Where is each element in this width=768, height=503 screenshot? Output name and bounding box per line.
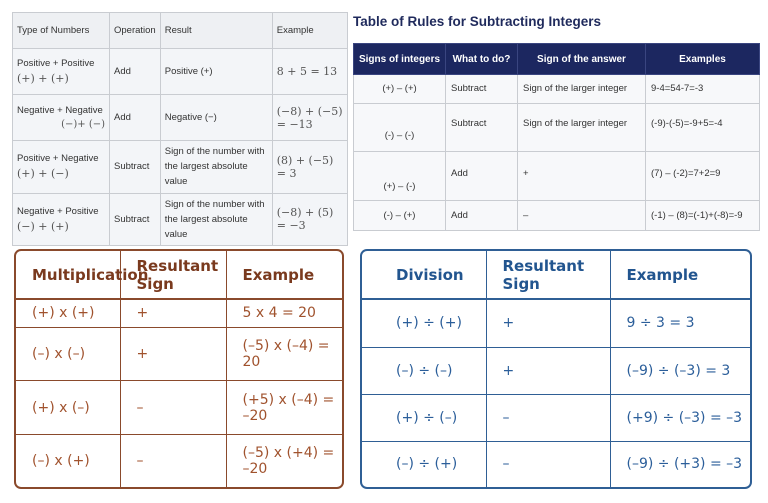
sign-cell: – [486,441,610,487]
operation-cell: Subtract [110,193,161,246]
table-header-row [362,251,750,299]
column-header: Example [610,251,750,299]
example-cell: (–9) ÷ (+3) = –3 [610,441,750,487]
table-row [354,201,760,231]
sign-cell: + [486,347,610,394]
answer-sign-cell: – [518,201,646,231]
column-header: Multiplication [16,251,120,299]
table-row [13,49,348,95]
table-row [16,327,342,380]
result-cell: Sign of the number with the largest absolute value [160,193,272,246]
signs-cell: (-) – (-) [354,103,446,152]
operation-cell: (+) x (–) [16,381,120,434]
type-math: (−)+ (−) [61,119,105,130]
type-cell [13,49,110,95]
table-header-row [16,251,342,299]
type-math: (−) + (+) [17,219,69,233]
answer-sign-cell: + [518,152,646,201]
table-row [362,441,750,487]
example-cell: 5 x 4 = 20 [242,305,316,322]
example-cell: 9 ÷ 3 = 3 [626,315,695,332]
example-cell: (–5) x (–4) = 20 [226,327,342,380]
subtraction-rules-table [353,43,760,231]
operation-cell: (+) ÷ (+) [362,299,486,347]
sign-cell: – [486,394,610,441]
operation-cell: (–) ÷ (+) [362,441,486,487]
type-label: Positive + Negative [17,153,99,165]
type-cell [13,95,110,141]
operation-cell: (–) x (+) [16,434,120,487]
type-label: Negative + Negative [17,105,103,116]
sign-cell: + [120,299,226,327]
division-rules-card [360,249,752,489]
table-row [354,152,760,201]
operation-cell: (+) x (+) [16,299,120,327]
table-row [13,193,348,246]
addition-rules-table [12,12,348,246]
table-row [354,75,760,104]
multiplication-rules-table [16,251,342,487]
column-header: Result [160,13,272,49]
example-cell: 8 + 5 = 13 [272,49,347,95]
operation-cell: Add [110,49,161,95]
sign-cell: + [120,327,226,380]
answer-sign-cell: Sign of the larger integer [518,75,646,104]
table-header-row [13,13,348,49]
column-header: Type of Numbers [13,13,110,49]
signs-cell: (-) – (+) [354,201,446,231]
table-row [16,299,342,327]
operation-cell: (+) ÷ (–) [362,394,486,441]
operation-cell: Subtract [110,141,161,194]
sign-cell: – [120,381,226,434]
sign-cell: + [486,299,610,347]
column-header: Example [226,251,342,299]
type-math: (+) + (+) [17,72,69,85]
table-row [16,381,342,434]
column-header: What to do? [446,44,518,75]
answer-sign-cell: Sign of the larger integer [518,103,646,152]
column-header: Resultant Sign [120,251,226,299]
example-cell: (-1) – (8)=(-1)+(-8)=-9 [646,201,760,231]
example-cell: (8) + (−5) = 3 [272,141,347,194]
table-row [362,394,750,441]
division-rules-table [362,251,750,487]
operation-cell: (–) x (–) [16,327,120,380]
signs-cell: (+) – (+) [354,75,446,104]
table-row [13,95,348,141]
table-row [16,434,342,487]
column-header: Example [272,13,347,49]
result-cell: Negative (−) [160,95,272,141]
result-cell: Sign of the number with the largest absolute value [160,141,272,194]
multiplication-rules-card [14,249,344,489]
column-header: Signs of integers [354,44,446,75]
example-cell: (–5) x (+4) = –20 [226,434,342,487]
type-math: (+) + (−) [17,167,69,181]
table-header-row [354,44,760,75]
todo-cell: Subtract [446,75,518,104]
type-cell [13,141,110,194]
column-header: Operation [110,13,161,49]
table-row [354,103,760,152]
operation-cell: (–) ÷ (–) [362,347,486,394]
example-cell: (7) – (-2)=7+2=9 [646,152,760,201]
type-cell [13,193,110,246]
signs-cell: (+) – (-) [354,152,446,201]
table-row [13,141,348,194]
todo-cell: Subtract [446,103,518,152]
example-cell: 9-4=54-7=-3 [646,75,760,104]
column-header: Sign of the answer [518,44,646,75]
table-row [362,299,750,347]
type-label: Positive + Positive [17,58,95,69]
table-row [362,347,750,394]
sign-cell: – [120,434,226,487]
column-header: Examples [646,44,760,75]
result-cell: Positive (+) [160,49,272,95]
operation-cell: Add [110,95,161,141]
subtraction-table-title: Table of Rules for Subtracting Integers [353,14,602,29]
column-header: Resultant Sign [486,251,610,299]
example-cell: (+9) ÷ (–3) = –3 [610,394,750,441]
example-cell: (-9)-(-5)=-9+5=-4 [646,103,760,152]
example-cell: (−8) + (5) = −3 [272,193,347,246]
todo-cell: Add [446,152,518,201]
example-cell: (–9) ÷ (–3) = 3 [610,347,750,394]
column-header: Division [362,251,486,299]
type-label: Negative + Positive [17,205,99,217]
example-cell: (−8) + (−5) = −13 [272,95,347,141]
todo-cell: Add [446,201,518,231]
example-cell: (+5) x (–4) = –20 [226,381,342,434]
